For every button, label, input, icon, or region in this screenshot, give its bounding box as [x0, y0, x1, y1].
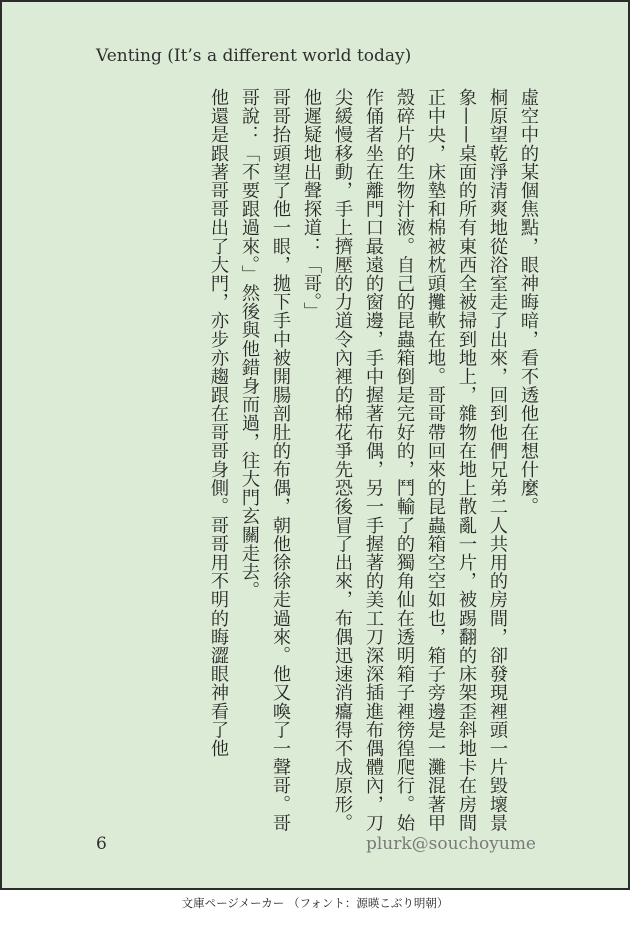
paragraph: 他遲疑地出聲探道：「哥。」 — [301, 88, 322, 321]
page-number: 6 — [96, 834, 107, 854]
paragraph: 虛空中的某個焦點，眼神晦暗，看不透他在想什麼。 — [518, 88, 539, 516]
paragraph: 哥哥抬頭望了他一眼，拋下手中被開腸剖肚的布偶，朝他徐徐走過來。他又喚了一聲哥。哥哥說：「不要跟過來。」然後與他錯身而過，往大門玄關走去。 — [239, 88, 291, 832]
author-credit: plurk@souchoyume — [365, 834, 536, 854]
paragraph: 他還是跟著哥哥出了大門，亦步亦趨跟在哥哥身側。哥哥用不明的晦澀眼神看了他 — [208, 88, 229, 758]
paragraph: 桐原望乾淨清爽地從浴室走了出來，回到他們兄弟二人共用的房間，卻發現裡頭一片毀壞景象——桌面的所有東西全被掃到地上，雜物在地上散亂一片，被踢翻的床架歪斜地卡在房間正中央，床墊和棉被枕頭攤軟在地。哥哥帶回來的昆蟲箱空空如也，箱子旁邊是一灘混著甲殼碎片的生物汁液。自己的昆蟲箱倒是完好的，鬥輸了的獨角仙在透明箱子裡徬徨爬行。始作俑者坐在離門口最遠的窗邊，手中握著布偶，另一手握著的美工刀深深插進布偶體內，刀尖緩慢移動，手上擠壓的力道令內裡的棉花爭先恐後冒了出來，布偶迅速消癟得不成原形。 — [332, 88, 508, 832]
generator-footer: 文庫ページメーカー （フォント：源暎こぶり明朝） — [181, 896, 449, 910]
vertical-text-body — [84, 88, 544, 848]
page-title: Venting (It’s a different world today) — [96, 46, 412, 66]
